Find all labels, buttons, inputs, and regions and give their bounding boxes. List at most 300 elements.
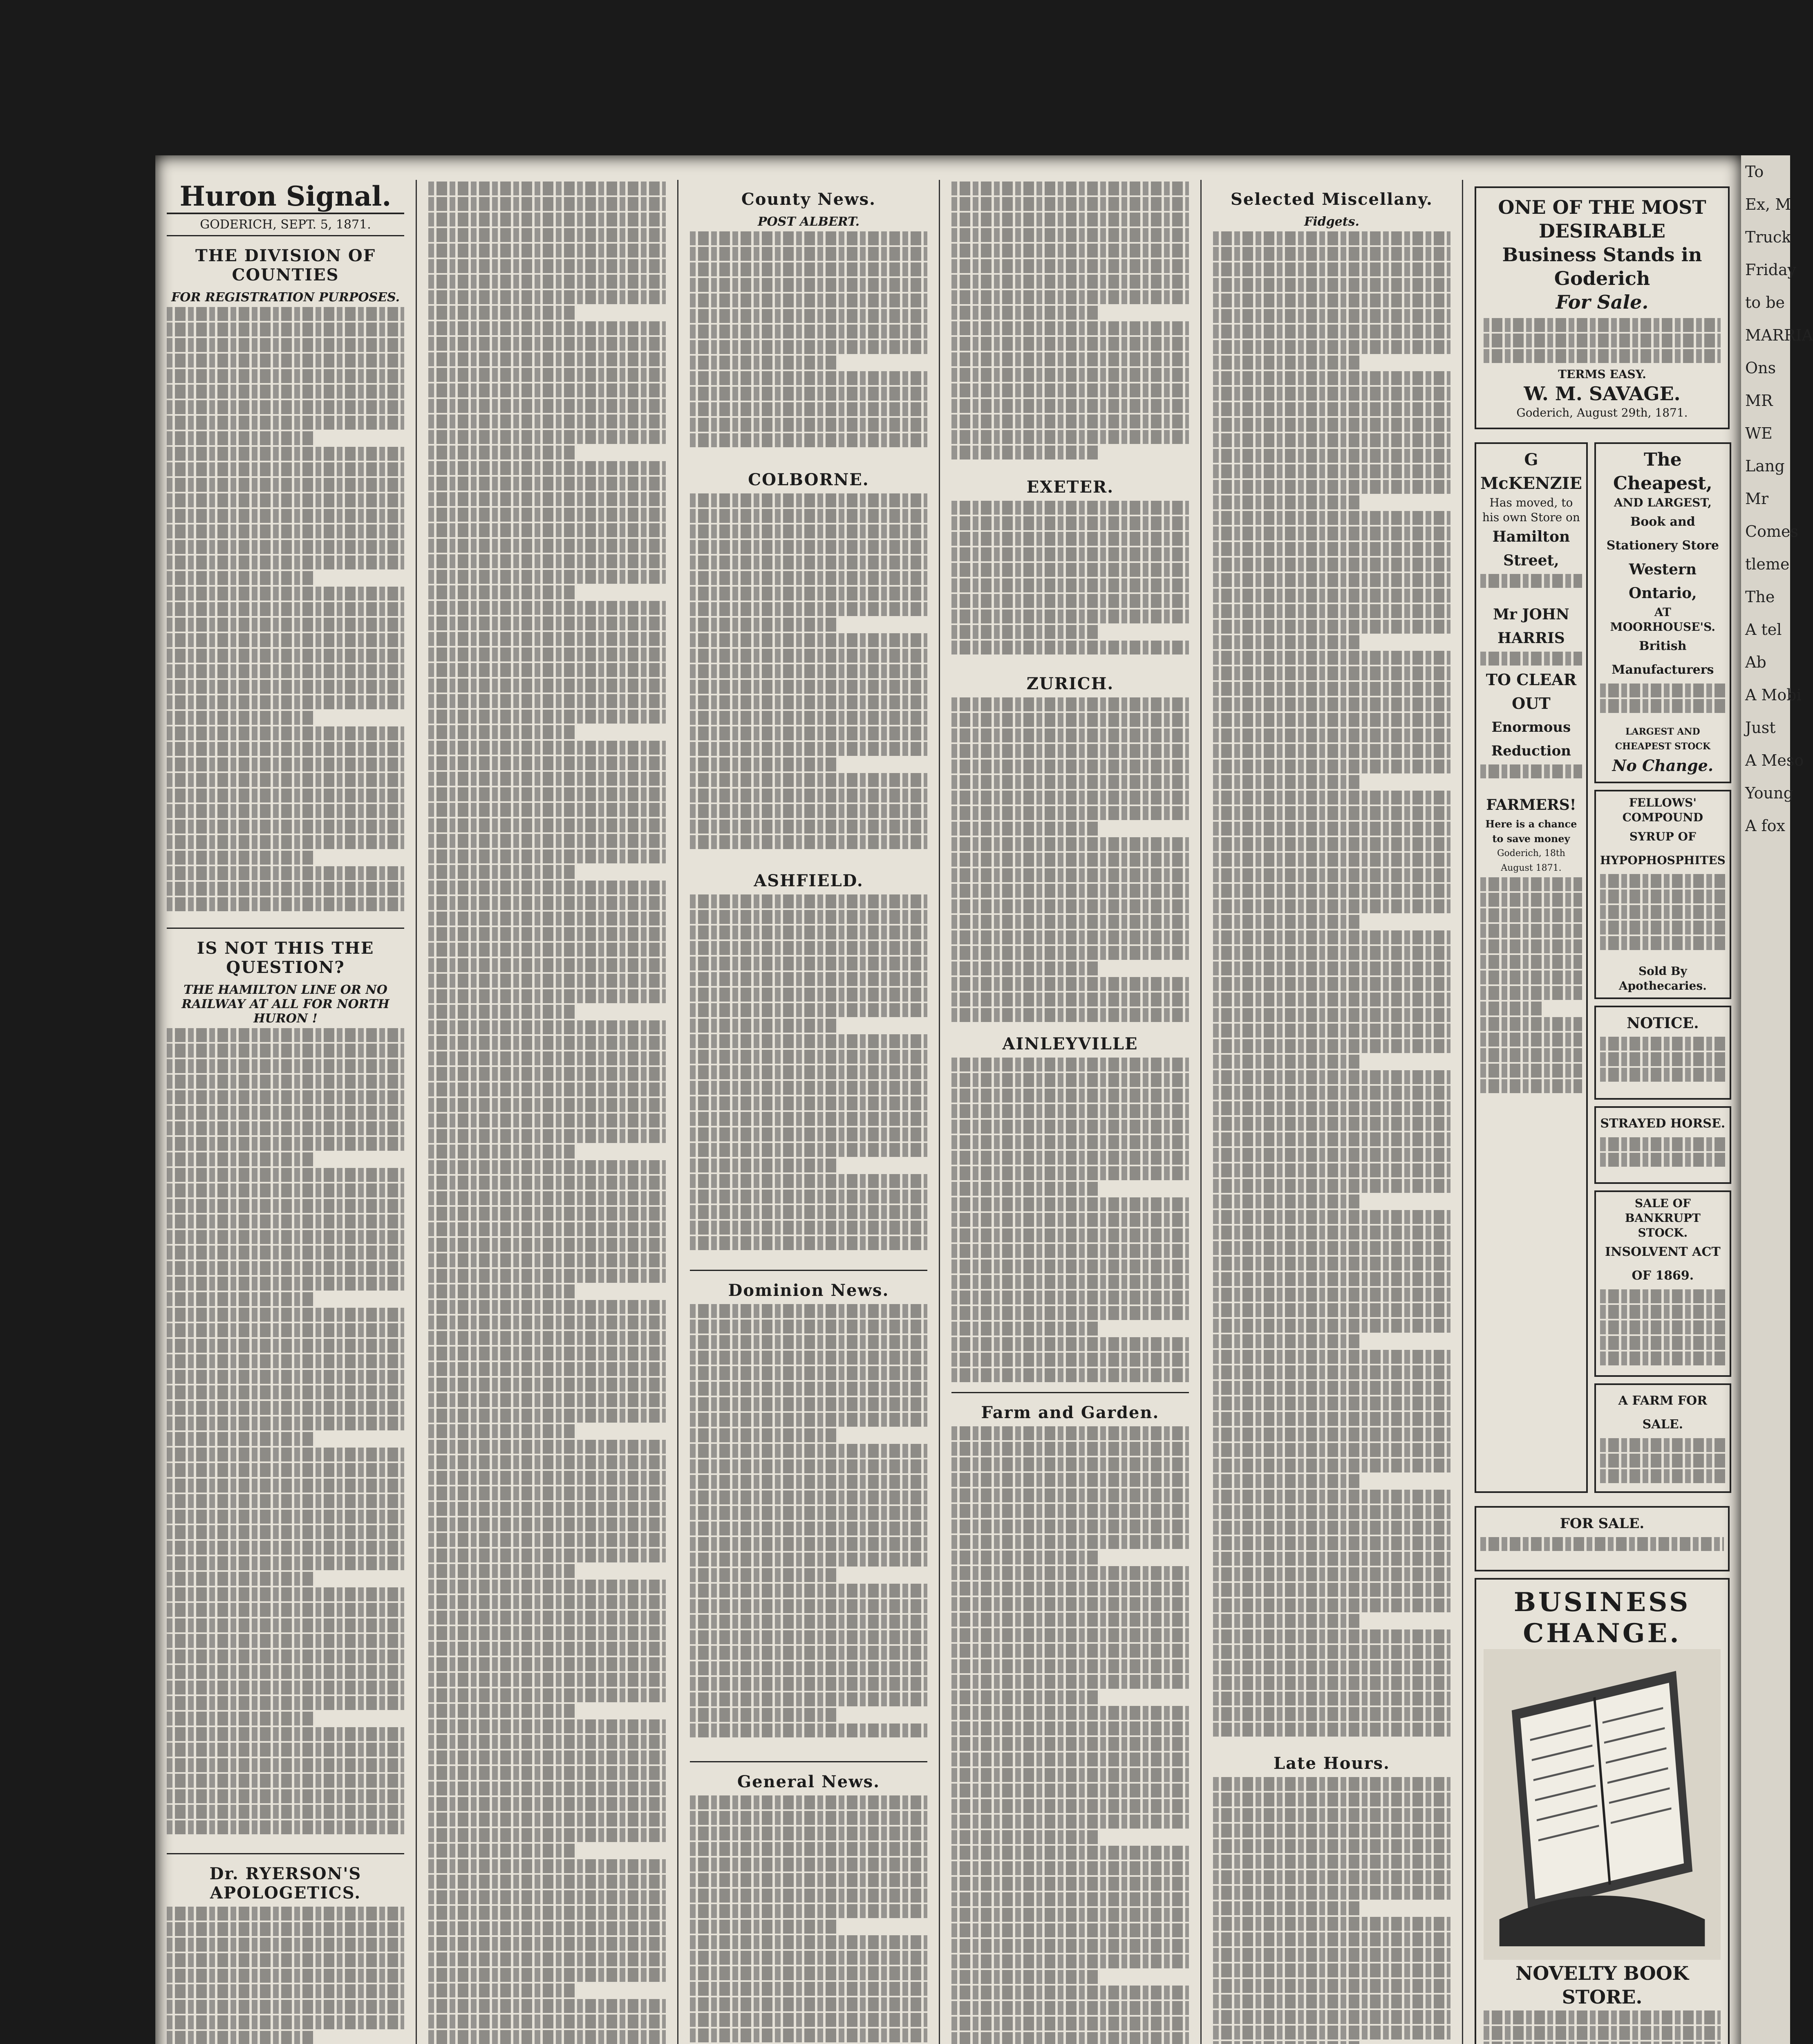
body-text-line — [1213, 1350, 1450, 1364]
body-text-line — [167, 1541, 404, 1555]
body-text-line — [1480, 764, 1582, 778]
body-text-line — [690, 1858, 927, 1871]
body-text-line — [690, 1708, 837, 1722]
ad-terms: TERMS EASY. — [1558, 368, 1646, 381]
column-4 — [940, 180, 1202, 2044]
body-text-line — [1600, 1438, 1726, 1452]
body-text-line — [951, 806, 1189, 820]
body-text-line — [951, 368, 1189, 382]
ad-headline: FELLOWS' COMPOUND — [1622, 796, 1703, 824]
section-heading: County News. — [741, 190, 876, 209]
body-text-line — [951, 1368, 1189, 1382]
body-text-line — [1480, 1002, 1543, 1015]
body-text-line — [1213, 1132, 1450, 1146]
body-text-line — [428, 1145, 575, 1159]
ad-text: LARGEST AND CHEAPEST STOCK — [1615, 726, 1711, 752]
body-text-line — [428, 1921, 666, 1935]
body-text-line — [690, 340, 927, 354]
body-text-line — [428, 1191, 666, 1205]
ad-headline: For Sale. — [1556, 291, 1649, 313]
body-text-line — [167, 1774, 404, 1788]
body-text-line — [167, 1758, 404, 1772]
body-text-line — [690, 509, 927, 523]
body-text-line — [1213, 713, 1450, 727]
body-text-line — [1213, 371, 1450, 385]
body-text-line — [690, 1050, 927, 1064]
body-text-line — [167, 726, 404, 740]
body-text-line — [428, 1114, 666, 1127]
body-text-line — [690, 1537, 927, 1551]
body-text-line — [167, 1938, 404, 1952]
body-text-line — [428, 1284, 575, 1298]
body-text-line — [1213, 511, 1450, 525]
body-text-line — [951, 383, 1189, 397]
body-text-line — [428, 213, 666, 226]
body-text-line — [1213, 433, 1450, 447]
body-text-line — [690, 1096, 927, 1110]
body-text-line — [951, 1197, 1189, 1211]
body-text-line — [167, 1681, 404, 1694]
body-text-line — [1213, 1008, 1450, 1022]
body-text-line — [1480, 1033, 1582, 1047]
body-text-line — [428, 1253, 666, 1267]
article-body — [951, 1426, 1189, 2044]
body-text-line — [1600, 684, 1726, 697]
body-text-line — [428, 492, 666, 506]
ad-headline: Enormous Reduction — [1491, 719, 1571, 759]
body-text-line — [167, 1448, 404, 1461]
body-text-line — [428, 1813, 666, 1827]
adjacent-page-edge — [1741, 155, 1813, 2044]
body-text-line — [951, 1644, 1189, 1658]
section-heading: Dominion News. — [728, 1281, 889, 1300]
body-text-line — [1213, 1163, 1450, 1177]
body-text-line — [1480, 924, 1582, 938]
body-text-line — [1213, 542, 1450, 556]
body-text-line — [428, 632, 666, 646]
body-text-line — [428, 1486, 666, 1500]
body-text-line — [690, 1221, 927, 1235]
body-text-line — [428, 197, 666, 211]
body-text-line — [690, 1304, 927, 1318]
body-text-line — [167, 307, 404, 321]
body-text-line — [428, 1999, 666, 2013]
body-text-line — [951, 697, 1189, 711]
body-text-line — [428, 803, 666, 817]
body-text-line — [428, 1036, 666, 1050]
body-text-line — [690, 820, 927, 834]
body-text-line — [1213, 1793, 1450, 1806]
body-text-line — [1213, 1855, 1450, 1869]
body-text-line — [428, 1797, 666, 1811]
body-text-line — [690, 1112, 927, 1126]
body-text-line — [428, 1580, 666, 1594]
body-text-line — [690, 1966, 927, 1980]
body-text-line — [1213, 791, 1450, 805]
ad-strayed-horse — [1594, 1106, 1731, 1184]
body-text-line — [690, 1522, 927, 1535]
body-text-line — [167, 649, 404, 663]
body-text-line — [1213, 1777, 1450, 1791]
body-text-line — [428, 554, 666, 568]
body-text-line — [951, 1784, 1189, 1797]
body-text-line — [428, 1875, 666, 1889]
body-text-line — [167, 835, 404, 849]
body-text-line — [951, 946, 1189, 960]
ad-headline: Mr JOHN HARRIS — [1493, 606, 1569, 647]
body-text-line — [428, 1347, 666, 1360]
body-text-line — [167, 509, 404, 523]
body-text-line — [1213, 1901, 1360, 1915]
body-text-line — [428, 601, 666, 615]
body-text-line — [167, 773, 404, 787]
body-text-line — [951, 1846, 1189, 1860]
body-text-line — [951, 1551, 1099, 1564]
adjacent-page-fragment: Ex, M — [1745, 195, 1791, 213]
body-text-line — [951, 1597, 1189, 1611]
body-text-line — [167, 1479, 404, 1493]
body-text-line — [1213, 325, 1450, 338]
body-text-line — [428, 1455, 666, 1469]
body-text-line — [1213, 1567, 1450, 1581]
body-text-line — [1484, 2042, 1721, 2044]
body-text-line — [167, 369, 404, 383]
body-text-line — [690, 1143, 927, 1157]
body-text-line — [428, 415, 666, 428]
body-text-line — [951, 884, 1189, 898]
body-text-line — [428, 2030, 666, 2044]
body-text-line — [428, 1316, 666, 1329]
body-text-line — [690, 1351, 927, 1365]
adjacent-page-fragment: The — [1745, 588, 1775, 606]
body-text-line — [167, 1199, 404, 1213]
body-text-line — [428, 772, 666, 786]
body-text-line — [1213, 1210, 1450, 1224]
body-text-line — [1213, 231, 1450, 245]
body-text-line — [951, 290, 1189, 304]
body-text-line — [690, 664, 927, 678]
body-text-line — [1213, 1474, 1360, 1488]
body-text-line — [690, 231, 927, 245]
body-text-line — [690, 1127, 927, 1141]
body-text-line — [1213, 1723, 1450, 1737]
body-text-line — [690, 1413, 927, 1427]
body-text-line — [428, 958, 666, 972]
body-text-line — [951, 1260, 1189, 1273]
body-text-line — [1213, 1148, 1450, 1162]
ad-text: Has moved, to his own Store on — [1482, 496, 1580, 524]
body-text-line — [1484, 334, 1721, 347]
body-text-line — [1213, 806, 1450, 820]
ad-text: Here is a chance to save money — [1485, 818, 1577, 845]
article-body — [951, 501, 1189, 664]
body-text-line — [428, 570, 666, 584]
body-text-line — [167, 1634, 404, 1648]
body-text-line — [428, 725, 575, 739]
body-text-line — [690, 1935, 927, 1949]
body-text-line — [1213, 1396, 1450, 1410]
body-text-line — [167, 1525, 404, 1539]
body-text-line — [167, 804, 404, 818]
body-text-line — [167, 1463, 404, 1477]
body-text-line — [428, 182, 666, 195]
adjacent-page-fragment: A tel — [1745, 621, 1782, 639]
body-text-line — [1213, 651, 1450, 665]
body-text-line — [1213, 1428, 1450, 1441]
body-text-line — [428, 1564, 575, 1578]
body-text-line — [428, 1378, 666, 1392]
ad-headline: No Change. — [1612, 756, 1714, 775]
body-text-line — [167, 524, 404, 538]
body-text-line — [951, 516, 1189, 530]
body-text-line — [951, 337, 1189, 351]
body-text-line — [428, 2015, 666, 2028]
body-text-line — [1213, 1948, 1450, 1962]
body-text-line — [428, 1549, 666, 1562]
body-text-line — [167, 1907, 404, 1921]
body-text-line — [428, 1300, 666, 1314]
body-text-line — [1484, 2010, 1721, 2024]
ad-business-change — [1475, 1578, 1730, 2044]
body-text-line — [428, 1067, 666, 1081]
body-text-line — [690, 1661, 927, 1675]
body-text-line — [428, 461, 666, 475]
body-text-line — [428, 834, 666, 848]
body-text-line — [1600, 874, 1726, 888]
body-text-line — [1600, 1068, 1726, 1082]
body-text-line — [1213, 853, 1450, 867]
body-text-line — [951, 625, 1099, 639]
body-text-line — [951, 977, 1189, 991]
body-text-line — [167, 820, 404, 834]
body-text-line — [951, 321, 1189, 335]
body-text-line — [951, 728, 1189, 742]
body-text-line — [1213, 1381, 1450, 1395]
body-text-line — [1213, 1334, 1360, 1348]
body-text-line — [1213, 1676, 1450, 1690]
body-text-line — [428, 1331, 666, 1345]
body-text-line — [1213, 1024, 1450, 1038]
body-text-line — [1213, 1629, 1450, 1643]
body-text-line — [690, 1889, 927, 1903]
body-text-line — [1213, 495, 1360, 509]
body-text-line — [690, 1997, 927, 2011]
body-text-line — [428, 663, 666, 677]
body-text-line — [1213, 1552, 1450, 1566]
body-text-line — [167, 1246, 404, 1260]
body-text-line — [428, 849, 666, 863]
article-body — [1213, 1777, 1450, 2044]
article-body — [690, 1304, 927, 1754]
body-text-line — [428, 1673, 666, 1687]
body-text-line — [167, 1261, 404, 1275]
body-text-line — [951, 275, 1189, 289]
body-text-line — [428, 446, 575, 459]
body-text-line — [951, 1322, 1099, 1336]
body-text-line — [1213, 697, 1450, 711]
ad-headline: INSOLVENT ACT OF 1869. — [1605, 1245, 1721, 1283]
adjacent-page-fragment: Ons — [1745, 359, 1776, 377]
body-text-line — [1213, 1459, 1450, 1472]
body-text-line — [690, 988, 927, 1002]
masthead-title: Huron Signal. — [167, 180, 404, 214]
ad-for-sale — [1475, 1506, 1730, 1571]
body-text-line — [690, 325, 927, 338]
body-text-line — [1213, 1257, 1450, 1271]
body-text-line — [167, 1556, 404, 1570]
body-text-line — [428, 1844, 575, 1858]
body-text-line — [690, 695, 927, 709]
body-text-line — [951, 415, 1189, 428]
body-text-line — [428, 896, 666, 910]
body-text-line — [1213, 1117, 1450, 1131]
article-body — [1213, 231, 1450, 1744]
body-text-line — [1213, 682, 1450, 696]
ad-notice — [1594, 1006, 1731, 1100]
ad-mckenzie — [1475, 442, 1588, 1493]
body-text-line — [1213, 589, 1450, 603]
body-text-line — [951, 1737, 1189, 1751]
body-text-line — [428, 1517, 666, 1531]
body-text-line — [167, 1152, 314, 1166]
body-text-line — [428, 679, 666, 693]
body-text-line — [1480, 908, 1582, 922]
body-text-line — [1213, 1536, 1450, 1550]
body-text-line — [690, 402, 927, 416]
body-text-line — [690, 1190, 927, 1204]
body-text-line — [690, 602, 927, 616]
body-text-line — [167, 1696, 404, 1710]
body-text-line — [951, 915, 1189, 929]
body-text-line — [951, 1166, 1189, 1180]
body-text-line — [428, 1642, 666, 1656]
body-text-line — [1213, 340, 1450, 354]
body-text-line — [1213, 1303, 1450, 1317]
body-text-line — [951, 2032, 1189, 2044]
body-text-line — [690, 571, 927, 585]
body-text-line — [428, 912, 666, 926]
body-text-line — [167, 1385, 404, 1399]
body-text-line — [1484, 2026, 1721, 2040]
body-text-line — [428, 648, 666, 661]
body-text-line — [951, 578, 1189, 592]
body-text-line — [1600, 699, 1726, 713]
body-text-line — [1600, 1037, 1726, 1051]
body-text-line — [951, 1520, 1189, 1533]
body-text-line — [428, 306, 575, 320]
body-text-line — [1213, 1995, 1450, 2008]
body-text-line — [167, 1712, 314, 1726]
body-text-line — [690, 618, 837, 632]
adjacent-page-fragment: Mr — [1745, 490, 1769, 508]
body-text-line — [690, 894, 927, 908]
body-text-line — [951, 1815, 1189, 1829]
body-text-line — [690, 680, 927, 694]
body-text-line — [951, 775, 1189, 789]
body-text-line — [951, 1442, 1189, 1456]
body-text-line — [428, 616, 666, 630]
body-text-line — [1480, 877, 1582, 891]
body-text-line — [167, 851, 314, 865]
body-text-line — [167, 1168, 404, 1182]
body-text-line — [690, 1174, 927, 1188]
column-1 — [155, 180, 417, 2044]
adjacent-page-fragment: MARRIA — [1745, 326, 1813, 344]
article-heading: ASHFIELD. — [754, 871, 864, 890]
body-text-line — [1213, 1824, 1450, 1838]
body-text-line — [428, 508, 666, 522]
body-text-line — [690, 1366, 927, 1380]
ad-headline: NOVELTY BOOK STORE. — [1515, 1962, 1689, 2008]
body-text-line — [1213, 837, 1450, 851]
body-text-line — [951, 1799, 1189, 1813]
adjacent-page-fragment: MR — [1745, 392, 1773, 410]
body-text-line — [690, 1904, 927, 1918]
body-text-line — [167, 789, 404, 802]
body-text-line — [951, 1659, 1189, 1673]
ad-text: AND LARGEST, — [1614, 496, 1712, 509]
adjacent-page-fragment: Friday — [1745, 261, 1797, 279]
body-text-line — [1600, 890, 1726, 903]
body-text-line — [428, 1471, 666, 1485]
ad-headline: SALE OF BANKRUPT STOCK. — [1625, 1197, 1701, 1239]
body-text-line — [690, 1920, 837, 1934]
body-text-line — [1213, 387, 1450, 401]
body-text-line — [428, 1222, 666, 1236]
body-text-line — [1480, 986, 1582, 1000]
body-text-line — [428, 1719, 666, 1733]
ad-signature: W. M. SAVAGE. — [1524, 383, 1681, 405]
body-text-line — [167, 2015, 404, 2029]
body-text-line — [428, 275, 666, 289]
body-text-line — [428, 1782, 666, 1795]
body-text-line — [690, 1677, 927, 1691]
body-text-line — [428, 1129, 666, 1143]
body-text-line — [690, 649, 927, 663]
body-text-line — [1213, 1614, 1360, 1628]
body-text-line — [428, 741, 666, 755]
body-text-line — [690, 1034, 927, 1048]
body-text-line — [951, 1706, 1189, 1720]
body-text-line — [690, 1003, 927, 1017]
body-text-line — [951, 713, 1189, 727]
ad-text: AT MOORHOUSE'S. — [1610, 605, 1716, 634]
body-text-line — [167, 1922, 404, 1936]
body-text-line — [1480, 955, 1582, 969]
ad-farm-for-sale — [1594, 1383, 1731, 1493]
article-heading: Late Hours. — [1274, 1754, 1390, 1773]
body-text-line — [428, 1238, 666, 1252]
body-text-line — [951, 1721, 1189, 1735]
body-text-line — [690, 1236, 927, 1250]
body-text-line — [1213, 1319, 1450, 1333]
body-text-line — [1213, 1490, 1450, 1504]
body-text-line — [951, 1058, 1189, 1071]
body-text-line — [951, 1986, 1189, 1999]
body-text-line — [1213, 1963, 1450, 1977]
ad-headline: FARMERS! — [1486, 796, 1576, 814]
body-text-line — [428, 259, 666, 273]
body-text-line — [428, 477, 666, 491]
body-text-line — [428, 1005, 575, 1019]
section-heading: General News. — [737, 1772, 880, 1791]
body-text-line — [167, 758, 404, 771]
adjacent-page-fragment: Lang — [1745, 457, 1785, 475]
body-text-line — [690, 356, 837, 370]
ad-headline: BUSINESS CHANGE. — [1513, 1587, 1691, 1649]
body-text-line — [951, 1582, 1189, 1596]
body-text-line — [1213, 1086, 1450, 1100]
